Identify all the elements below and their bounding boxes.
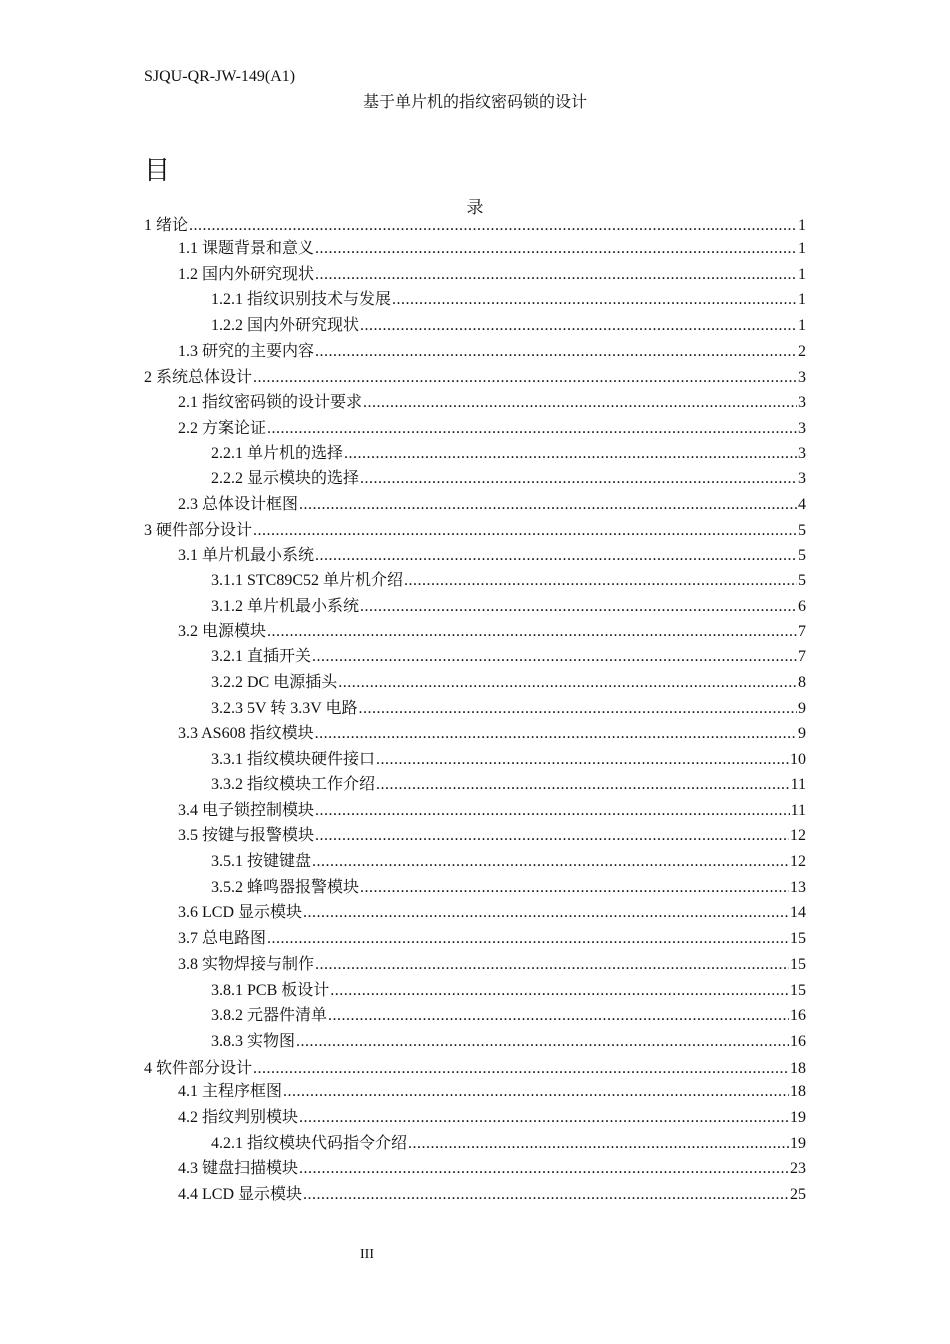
toc-entry-page: 16 — [790, 1007, 806, 1024]
toc-entry[interactable] — [144, 519, 806, 543]
toc-entry[interactable] — [144, 467, 806, 491]
toc-entry-page: 15 — [790, 956, 806, 973]
toc-entry-title: 3.1.2 单片机最小系统 — [211, 598, 360, 615]
toc-entry[interactable] — [144, 645, 806, 669]
toc-entry-title: 3.1 单片机最小系统 — [178, 547, 315, 564]
toc-entry[interactable] — [144, 1030, 806, 1054]
toc-entry[interactable] — [144, 1057, 806, 1081]
toc-entry-page: 15 — [790, 930, 806, 947]
toc-leader-dots — [344, 442, 797, 466]
toc-entry-title: 1.2.1 指纹识别技术与发展 — [211, 291, 392, 308]
toc-entry-title: 3.6 LCD 显示模块 — [178, 904, 303, 921]
toc-entry-title: 3.3.2 指纹模块工作介绍 — [211, 776, 376, 793]
toc-entry[interactable] — [144, 748, 806, 772]
toc-entry-title: 4.1 主程序框图 — [178, 1083, 283, 1100]
toc-entry-page: 3 — [798, 470, 806, 487]
toc-entry[interactable] — [144, 876, 806, 900]
toc-leader-dots — [253, 519, 797, 543]
toc-leader-dots — [360, 467, 797, 491]
toc-entry-page: 7 — [798, 623, 806, 640]
toc-entry-title: 2.1 指纹密码锁的设计要求 — [178, 394, 363, 411]
toc-entry-page: 9 — [798, 700, 806, 717]
toc-entry[interactable] — [144, 544, 806, 568]
toc-entry[interactable] — [144, 722, 806, 746]
toc-entry[interactable] — [144, 595, 806, 619]
toc-entry-page: 3 — [798, 369, 806, 386]
toc-entry[interactable] — [144, 442, 806, 466]
toc-entry-title: 4 软件部分设计 — [144, 1060, 253, 1077]
toc-entry-title: 3.2 电源模块 — [178, 623, 267, 640]
toc-entry-title: 3.8.1 PCB 板设计 — [211, 982, 330, 999]
toc-leader-dots — [404, 569, 797, 593]
toc-entry[interactable] — [144, 214, 806, 238]
toc-leader-dots — [312, 850, 789, 874]
toc-entry[interactable] — [144, 824, 806, 848]
toc-entry-page: 19 — [790, 1135, 806, 1152]
toc-entry[interactable] — [144, 901, 806, 925]
toc-leader-dots — [315, 544, 797, 568]
toc-entry-page: 12 — [790, 853, 806, 870]
toc-entry-page: 5 — [798, 522, 806, 539]
toc-entry-page: 13 — [790, 879, 806, 896]
toc-entry[interactable] — [144, 671, 806, 695]
toc-entry-title: 3.2.3 5V 转 3.3V 电路 — [211, 700, 358, 717]
toc-entry-title: 1.2.2 国内外研究现状 — [211, 317, 360, 334]
toc-entry-page: 1 — [798, 266, 806, 283]
toc-entry[interactable] — [144, 314, 806, 338]
toc-entry-page: 18 — [790, 1083, 806, 1100]
toc-leader-dots — [392, 288, 797, 312]
toc-entry[interactable] — [144, 288, 806, 312]
toc-entry-title: 3.5 按键与报警模块 — [178, 827, 315, 844]
toc-entry-page: 10 — [790, 751, 806, 768]
toc-leader-dots — [283, 1080, 789, 1104]
toc-entry-page: 1 — [798, 217, 806, 234]
toc-entry-page: 11 — [790, 776, 806, 793]
toc-entry[interactable] — [144, 953, 806, 977]
toc-entry-page: 3 — [798, 420, 806, 437]
toc-entry-title: 2.3 总体设计框图 — [178, 496, 299, 513]
toc-leader-dots — [330, 979, 789, 1003]
toc-leader-dots — [303, 901, 789, 925]
toc-entry-page: 6 — [798, 598, 806, 615]
toc-entry-title: 3.7 总电路图 — [178, 930, 267, 947]
toc-entry-title: 3.2.1 直插开关 — [211, 648, 312, 665]
toc-entry-title: 4.3 键盘扫描模块 — [178, 1160, 299, 1177]
toc-leader-dots — [315, 799, 790, 823]
toc-leader-dots — [189, 214, 797, 238]
toc-heading-mu: 目 — [144, 156, 171, 185]
toc-leader-dots — [360, 314, 797, 338]
toc-entry-page: 14 — [790, 904, 806, 921]
toc-entry-title: 3.2.2 DC 电源插头 — [211, 674, 338, 691]
toc-entry[interactable] — [144, 237, 806, 261]
toc-leader-dots — [253, 366, 797, 390]
toc-entry-title: 1.1 课题背景和意义 — [178, 240, 315, 257]
toc-entry[interactable] — [144, 1132, 806, 1156]
toc-entry-page: 1 — [798, 317, 806, 334]
toc-leader-dots — [315, 953, 789, 977]
toc-leader-dots — [315, 824, 789, 848]
toc-entry[interactable] — [144, 697, 806, 721]
toc-entry[interactable] — [144, 391, 806, 415]
toc-leader-dots — [267, 620, 797, 644]
toc-leader-dots — [338, 671, 797, 695]
toc-entry-title: 1 绪论 — [144, 217, 189, 234]
toc-entry-title: 1.3 研究的主要内容 — [178, 343, 315, 360]
toc-entry-title: 3.5.1 按键键盘 — [211, 853, 312, 870]
toc-entry[interactable] — [144, 620, 806, 644]
toc-entry[interactable] — [144, 340, 806, 364]
toc-entry-title: 3.4 电子锁控制模块 — [178, 802, 315, 819]
toc-entry[interactable] — [144, 417, 806, 441]
toc-entry[interactable] — [144, 366, 806, 390]
toc-leader-dots — [296, 1030, 789, 1054]
toc-leader-dots — [360, 876, 789, 900]
toc-entry[interactable] — [144, 1080, 806, 1104]
toc-entry-title: 3.5.2 蜂鸣器报警模块 — [211, 879, 360, 896]
toc-entry-title: 4.4 LCD 显示模块 — [178, 1186, 303, 1203]
toc-leader-dots — [408, 1132, 789, 1156]
toc-entry[interactable] — [144, 979, 806, 1003]
toc-entry[interactable] — [144, 1183, 806, 1207]
toc-entry[interactable] — [144, 927, 806, 951]
toc-entry-title: 3.3 AS608 指纹模块 — [178, 725, 314, 742]
toc-entry[interactable] — [144, 263, 806, 287]
toc-leader-dots — [328, 1004, 789, 1028]
toc-entry[interactable] — [144, 850, 806, 874]
toc-leader-dots — [315, 340, 797, 364]
toc-entry[interactable] — [144, 799, 806, 823]
toc-entry-page: 3 — [798, 394, 806, 411]
toc-entry-title: 4.2 指纹判别模块 — [178, 1109, 299, 1126]
toc-entry-page: 12 — [790, 827, 806, 844]
toc-entry-page: 23 — [790, 1160, 806, 1177]
toc-entry-page: 11 — [790, 802, 806, 819]
toc-leader-dots — [253, 1057, 789, 1081]
toc-entry-title: 2 系统总体设计 — [144, 369, 253, 386]
running-title: 基于单片机的指纹密码锁的设计 — [362, 94, 587, 111]
toc-leader-dots — [359, 697, 797, 721]
document-code: SJQU-QR-JW-149(A1) — [144, 68, 296, 85]
toc-entry-page: 19 — [790, 1109, 806, 1126]
toc-entry-page: 1 — [798, 240, 806, 257]
toc-leader-dots — [267, 417, 797, 441]
toc-entry-title: 4.2.1 指纹模块代码指令介绍 — [211, 1135, 408, 1152]
toc-entry-title: 2.2 方案论证 — [178, 420, 267, 437]
toc-entry[interactable] — [144, 1106, 806, 1130]
toc-leader-dots — [299, 1157, 789, 1181]
toc-leader-dots — [315, 263, 797, 287]
toc-leader-dots — [267, 927, 789, 951]
toc-entry-title: 2.2.1 单片机的选择 — [211, 445, 344, 462]
toc-entry-page: 15 — [790, 982, 806, 999]
toc-entry-page: 1 — [798, 291, 806, 308]
toc-leader-dots — [315, 237, 797, 261]
toc-entry[interactable] — [144, 569, 806, 593]
toc-entry[interactable] — [144, 1004, 806, 1028]
toc-entry-page: 3 — [798, 445, 806, 462]
toc-entry[interactable] — [144, 1157, 806, 1181]
toc-entry-title: 3 硬件部分设计 — [144, 522, 253, 539]
toc-entry[interactable] — [144, 493, 806, 517]
toc-entry-page: 18 — [790, 1060, 806, 1077]
toc-leader-dots — [312, 645, 797, 669]
toc-entry-page: 4 — [798, 496, 806, 513]
toc-entry-page: 25 — [790, 1186, 806, 1203]
toc-entry-page: 5 — [798, 547, 806, 564]
toc-leader-dots — [360, 595, 797, 619]
toc-entry-page: 16 — [790, 1033, 806, 1050]
toc-entry-title: 3.1.1 STC89C52 单片机介绍 — [211, 572, 404, 589]
toc-entry-page: 5 — [798, 572, 806, 589]
toc-leader-dots — [315, 722, 797, 746]
toc-entry-title: 3.8.2 元器件清单 — [211, 1007, 328, 1024]
toc-entry-page: 8 — [798, 674, 806, 691]
toc-entry-page: 9 — [798, 725, 806, 742]
toc-entry[interactable] — [144, 773, 806, 797]
toc-entry-page: 2 — [798, 343, 806, 360]
toc-heading-lu: 录 — [466, 198, 484, 217]
toc-leader-dots — [363, 391, 797, 415]
toc-leader-dots — [376, 748, 789, 772]
toc-entry-title: 3.8.3 实物图 — [211, 1033, 296, 1050]
toc-entry-title: 3.3.1 指纹模块硬件接口 — [211, 751, 376, 768]
toc-entry-page: 7 — [798, 648, 806, 665]
toc-entry-title: 2.2.2 显示模块的选择 — [211, 470, 360, 487]
page-number: III — [360, 1247, 374, 1262]
toc-entry-title: 3.8 实物焊接与制作 — [178, 956, 315, 973]
toc-leader-dots — [299, 493, 797, 517]
toc-entry-title: 1.2 国内外研究现状 — [178, 266, 315, 283]
toc-leader-dots — [303, 1183, 789, 1207]
toc-leader-dots — [299, 1106, 789, 1130]
toc-leader-dots — [376, 773, 790, 797]
